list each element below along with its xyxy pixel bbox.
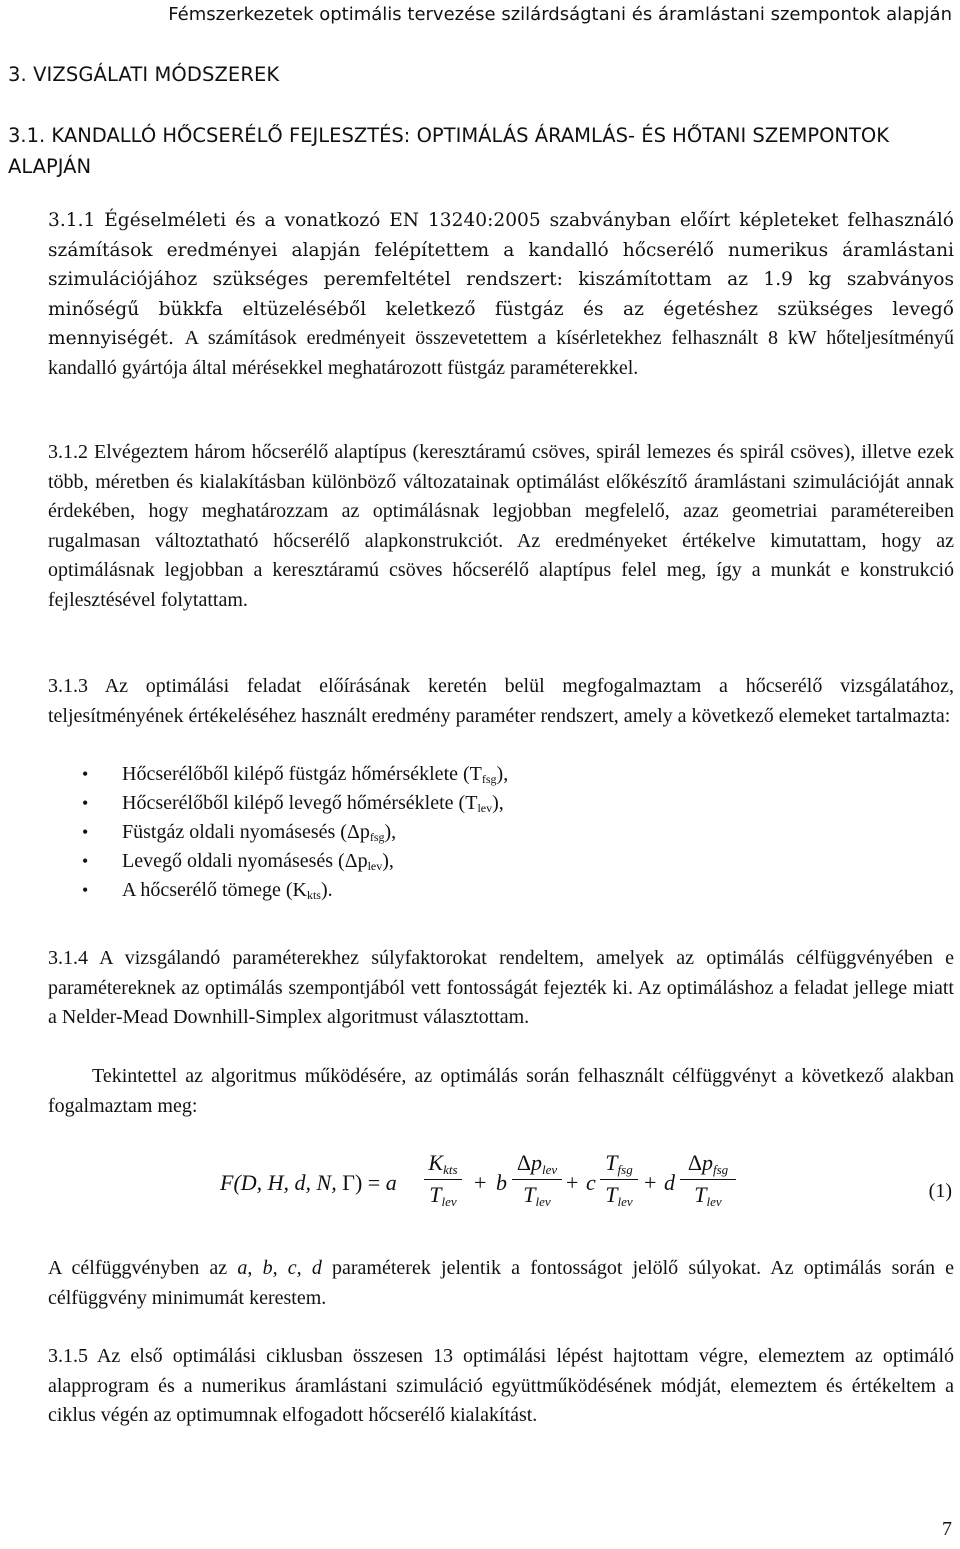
formula-lhs: F(D, H, d, N, Γ) = a (220, 1170, 397, 1195)
paragraph-3-1-4: 3.1.4 A vizsgálandó paraméterekhez súlyfaktorokat rendeltem, amelyek az optimálás célfüggvényében e paramétereknek az optimálás szempontjából vett fontosságát fejezték ki. Az optimáláshoz a feladat jellege miatt a Nelder-Mead Downhill-Simplex algoritmust választottam. (48, 947, 954, 1028)
bullet-icon: • (82, 764, 89, 784)
bullet-icon: • (82, 822, 89, 842)
paragraph-3-1-3: 3.1.3 Az optimálási feladat előírásának keretén belül megfogalmaztam a hőcserélő vizsgálatához, teljesítményének értékeléséhez használt eredmény paraméter rendszert, amely a következő elemeket tartalmazta: (48, 675, 954, 727)
list-item: • A hőcserélő tömege $(K_{kts})$. (48, 876, 928, 905)
fraction-temperature: Tfsg Tlev (600, 1150, 638, 1210)
list-item: • Hőcserélőből kilépő füstgáz hőmérséklete $(T_{fsg})$, (48, 760, 928, 789)
running-header: Fémszerkezetek optimális tervezése szilárdságtani és áramlástani szempontok alapján (168, 4, 952, 25)
fraction-flue-pressure: Δpfsg Tlev (680, 1150, 736, 1210)
list-item: • Füstgáz oldali nyomásesés $(\Delta p_{fsg})$, (48, 818, 928, 847)
bullet-icon: • (82, 793, 89, 813)
fraction-air-pressure: Δplev Tlev (512, 1150, 562, 1210)
paragraph-3-1-1-continuation: A számítások eredményeit összevetettem a kísérletekhez felhasznált 8 kW hőteljesítményű kandalló gyártója által mérésekkel meghatározott füstgáz paraméterekkel. (48, 327, 954, 379)
section-heading: 3. VIZSGÁLATI MÓDSZEREK (8, 63, 280, 86)
bullet-icon: • (82, 851, 89, 871)
equation-number: (1) (928, 1180, 952, 1202)
paragraph-weights: A célfüggvényben az a, b, c, d paraméterek jelentik a fontosságot jelölő súlyokat. Az optimálás során e célfüggvény minimumát kerestem. (48, 1257, 955, 1309)
subsection-heading: 3.1. KANDALLÓ HŐCSERÉLŐ FEJLESZTÉS: OPTIMÁLÁS ÁRAMLÁS- ÉS HŐTANI SZEMPONTOK ALAPJÁN (8, 124, 890, 178)
list-item: • Hőcserélőből kilépő levegő hőmérséklete $(T_{lev})$, (48, 789, 928, 818)
paragraph-3-1-1-text: 3.1.1 Égéselméleti és a vonatkozó EN 13240:2005 szabványban előírt képleteket felhasználó számítások eredményei alapján felépítettem a kandalló hőcserélő numerikus áramlástani szimulációjához szükséges peremfeltétel rendszert: kiszámítottam az 1.9 kg szabványos minőségű bükkfa eltüzeléséből keletkező füstgáz és az égetéshez szükséges levegő mennyiségét. (48, 210, 954, 349)
list-item: • Levegő oldali nyomásesés $(\Delta p_{lev})$, (48, 847, 928, 876)
paragraph-3-1-2: 3.1.2 Elvégeztem három hőcserélő alaptípus (keresztáramú csöves, spirál lemezes és spirál csöves), illetve ezek több, méretben és kialakításban különböző változatainak optimálást előkészítő áramlástani szimulációját annak érdekében, hogy meghatározzam az optimálásnak legjobban megfelelő, azaz geometriai paramétereiben rugalmasan változtatható hőcserélő alapkonstrukciót. Az eredményeket értékelve kimutattam, hogy az optimálásnak legjobban a keresztáramú csöves hőcserélő alaptípus felel meg, így a munkát e konstrukció fejlesztésével folytattam. (48, 441, 954, 611)
fraction-mass: Kkts Tlev (424, 1150, 462, 1210)
result-parameter-list (48, 760, 928, 905)
paragraph-objective-intro: Tekintettel az algoritmus működésére, az optimálás során felhasznált célfüggvényt a következő alakban fogalmaztam meg: (48, 1065, 954, 1117)
page-number: 7 (942, 1518, 952, 1540)
paragraph-3-1-1 (48, 206, 954, 383)
objective-function-formula: F(D, H, d, N, Γ) = a Kkts Tlev + b Δplev Tlev + c Tfsg Tlev + d Δpfsg Tlev (220, 1148, 820, 1228)
paragraph-3-1-5: 3.1.5 Az első optimálási ciklusban összesen 13 optimálási lépést hajtottam végre, elemeztem az optimáló alapprogram és a numerikus áramlástani szimuláció együttműködésének módját, elemeztem és értékeltem a ciklus végén az optimumnak elfogadott hőcserélő kialakítást. (48, 1345, 954, 1426)
bullet-icon: • (82, 880, 89, 900)
